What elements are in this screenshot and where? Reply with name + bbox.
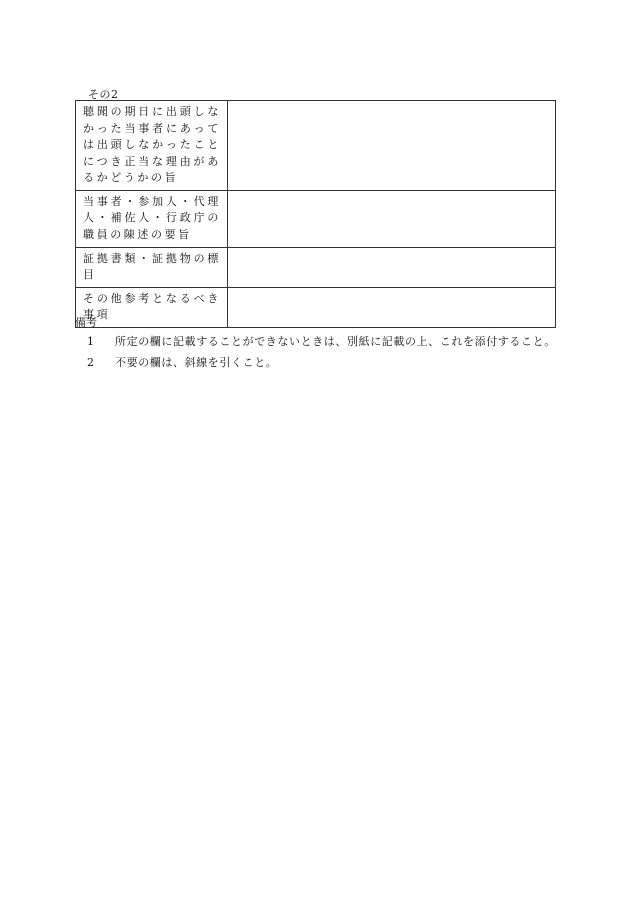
remark-item — [75, 332, 556, 352]
row-value-absence-reason — [228, 101, 556, 191]
remark-number: 2 — [87, 356, 94, 369]
table-row — [76, 190, 556, 247]
remark-text: 不要の欄は、斜線を引くこと。 — [115, 356, 278, 369]
row-label-statement-summary: 当事者・参加人・代理人・補佐人・行政庁の職員の陳述の要旨 — [76, 190, 228, 247]
row-value-evidence-list — [228, 247, 556, 287]
record-form-table — [75, 100, 556, 328]
remarks-title: 備考 — [75, 316, 97, 329]
remark-item — [75, 353, 556, 373]
row-value-statement-summary — [228, 190, 556, 247]
remarks-section — [75, 315, 556, 373]
section-label: その2 — [88, 88, 119, 101]
table-row — [76, 247, 556, 287]
remark-number: 1 — [87, 335, 94, 348]
row-label-other-matters: その他参考となるべき事項 — [76, 287, 228, 327]
row-label-evidence-list: 証拠書類・証拠物の標目 — [76, 247, 228, 287]
remark-text: 所定の欄に記載することができないときは、別紙に記載の上、これを添付すること。 — [115, 335, 556, 348]
row-label-absence-reason: 聴聞の期日に出頭しなかった当事者にあっては出頭しなかったことにつき正当な理由があるかどうかの旨 — [76, 101, 228, 191]
table-row — [76, 101, 556, 191]
